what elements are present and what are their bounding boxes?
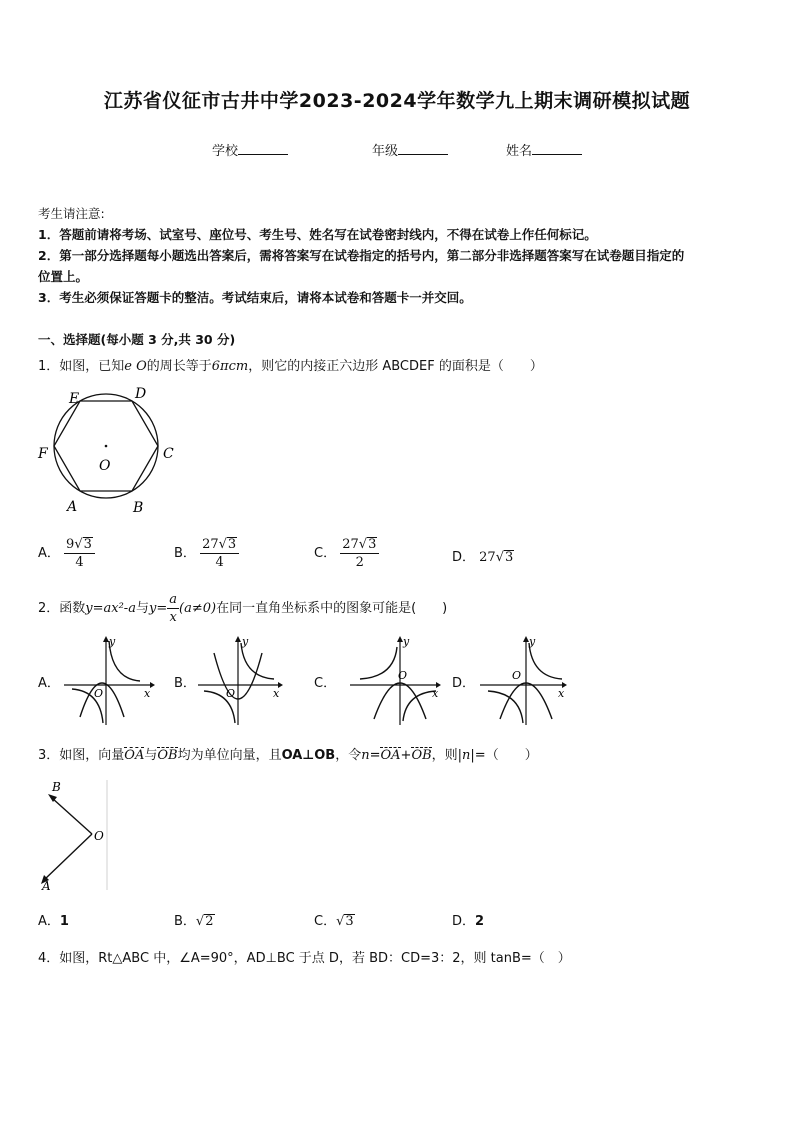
hyperbola-branch xyxy=(241,643,274,679)
svg-text:O: O xyxy=(398,669,408,682)
fraction: $\frac{27√3}{2}$ xyxy=(340,537,379,570)
option-letter: A． xyxy=(38,914,60,929)
name-field xyxy=(506,140,582,159)
svg-text:x: x xyxy=(273,687,280,700)
q2-func2: y= xyxy=(148,601,168,616)
notice-heading: 考生请注意: xyxy=(38,206,105,221)
svg-text:O: O xyxy=(226,687,236,700)
q3-mid2: 均为单位向量，且 xyxy=(177,748,282,763)
q2-option-c-label[interactable]: C． xyxy=(314,676,337,691)
q3-n: n xyxy=(361,748,370,763)
q1-suffix: ，则它的内接正六边形 ABCDEF 的面积是（ ） xyxy=(248,359,543,374)
q1-option-d[interactable] xyxy=(452,546,514,565)
notice-item: 1．答题前请将考场、试室号、座位号、考生号、姓名写在试卷密封线内，不得在试卷上作任何标记。 xyxy=(38,227,597,242)
q3-option-c[interactable] xyxy=(314,910,355,929)
svg-text:x: x xyxy=(558,687,565,700)
fraction: $\frac{27√3}{4}$ xyxy=(200,537,239,570)
q2-graph-a xyxy=(62,635,156,727)
q2-mid: 与 xyxy=(135,601,149,616)
notice-item: 位置上。 xyxy=(38,269,89,284)
option-letter: B． xyxy=(174,546,196,562)
label-b: B xyxy=(52,780,61,794)
label-b: B xyxy=(133,500,144,514)
q1-prefix: 1．如图，已知 xyxy=(38,359,125,374)
svg-text:y: y xyxy=(109,635,116,648)
q2-fraction: $\frac{a}{x}$ xyxy=(169,592,177,625)
q2-graph-b xyxy=(196,635,286,727)
q3-plus: + xyxy=(400,748,412,763)
name-blank xyxy=(532,142,582,155)
svg-text:y: y xyxy=(529,635,536,648)
hyperbola-branch xyxy=(529,643,562,679)
q2-option-a-label[interactable]: A． xyxy=(38,676,60,691)
q3-vector-oa-2: OA xyxy=(380,748,401,763)
label-a: A xyxy=(67,499,78,514)
q1-option-a[interactable] xyxy=(38,537,95,570)
label-c: C xyxy=(163,446,174,462)
q2-graph-d xyxy=(478,635,570,727)
label-o: O xyxy=(99,458,111,474)
option-value: 1 xyxy=(59,914,69,929)
q1-perimeter: 6πcm xyxy=(211,359,249,374)
q3-mid4: ，则| xyxy=(431,748,463,763)
question-1-stem xyxy=(38,355,543,374)
q3-prefix: 3．如图，向量 xyxy=(38,748,125,763)
q3-suffix: |=（ ） xyxy=(470,748,538,763)
q2-graph-c xyxy=(348,635,444,727)
q3-vector-oa: OA xyxy=(124,748,145,763)
label-e: E xyxy=(69,391,80,407)
svg-text:O: O xyxy=(94,687,104,700)
option-value: √3 xyxy=(336,914,354,929)
svg-text:y: y xyxy=(242,635,249,648)
name-label: 姓名 xyxy=(506,144,533,159)
q2-option-b-label[interactable]: B． xyxy=(174,676,196,691)
section-heading: 一、选择题(每小题 3 分,共 30 分) xyxy=(38,332,236,347)
option-value: 27√3 xyxy=(479,550,514,565)
svg-text:x: x xyxy=(432,687,439,700)
q1-option-c[interactable] xyxy=(314,537,379,570)
question-4-stem: 4．如图，Rt△ABC 中，∠A=90°，AD⊥BC 于点 D，若 BD：CD=3：2，则 tanB=（ ） xyxy=(38,951,571,966)
school-field xyxy=(212,140,288,159)
q3-option-b[interactable] xyxy=(174,910,215,929)
q3-perp: OA⊥OB xyxy=(281,748,336,763)
q3-vector-ob-2: OB xyxy=(411,748,432,763)
svg-text:x: x xyxy=(144,687,151,700)
notice-item: 2．第一部分选择题每小题选出答案后，需将答案写在试卷指定的括号内，第二部分非选择题答案写在试卷题目指定的 xyxy=(38,248,685,263)
fraction: $\frac{9√3}{4}$ xyxy=(64,537,95,570)
label-a: A xyxy=(42,879,51,892)
school-blank xyxy=(238,142,288,155)
question-2-stem xyxy=(38,592,447,625)
grade-label: 年级 xyxy=(372,144,399,159)
q1-hexagon-figure xyxy=(34,382,184,514)
option-letter: A． xyxy=(38,546,60,562)
vector-oa xyxy=(44,834,92,880)
q3-eq: = xyxy=(369,748,381,763)
grade-blank xyxy=(398,142,448,155)
q3-n-abs: n xyxy=(462,748,471,763)
q2-option-d-label[interactable]: D． xyxy=(452,676,476,691)
svg-text:y: y xyxy=(403,635,410,648)
q3-vector-ob: OB xyxy=(157,748,178,763)
q1-mid: 的周长等于 xyxy=(146,359,212,374)
q3-option-a[interactable] xyxy=(38,910,69,929)
q3-mid1: 与 xyxy=(144,748,158,763)
grade-field xyxy=(372,140,448,159)
option-letter: C． xyxy=(314,546,337,562)
notice-item: 3．考生必须保证答题卡的整洁。考试结束后，请将本试卷和答题卡一并交回。 xyxy=(38,290,472,305)
center-dot xyxy=(105,445,108,448)
hyperbola-branch xyxy=(360,647,397,679)
option-letter: B． xyxy=(174,914,196,929)
option-letter: D． xyxy=(452,914,476,929)
q3-vector-figure xyxy=(36,778,110,892)
q2-prefix: 2．函数 xyxy=(38,601,86,616)
school-label: 学校 xyxy=(212,144,239,159)
label-o: O xyxy=(94,829,104,843)
option-letter: D． xyxy=(452,550,476,565)
svg-text:O: O xyxy=(512,669,522,682)
question-3-stem xyxy=(38,744,538,763)
label-d: D xyxy=(135,386,147,402)
option-value: √2 xyxy=(195,914,214,929)
label-f: F xyxy=(38,446,48,462)
q3-option-d[interactable] xyxy=(452,910,484,929)
option-letter: C． xyxy=(314,914,337,929)
q1-option-b[interactable] xyxy=(174,537,239,570)
option-value: 2 xyxy=(475,914,485,929)
q2-suffix: 在同一直角坐标系中的图象可能是( ) xyxy=(216,601,448,616)
page-title: 江苏省仪征市古井中学2023-2024学年数学九上期末调研模拟试题 xyxy=(103,90,691,112)
q3-mid3: ，令 xyxy=(335,748,362,763)
q1-circle: e O xyxy=(124,359,147,374)
vector-ob xyxy=(52,798,92,834)
q2-func1: y=ax²-a xyxy=(85,601,136,616)
q2-cond: (a≠0) xyxy=(179,601,217,616)
